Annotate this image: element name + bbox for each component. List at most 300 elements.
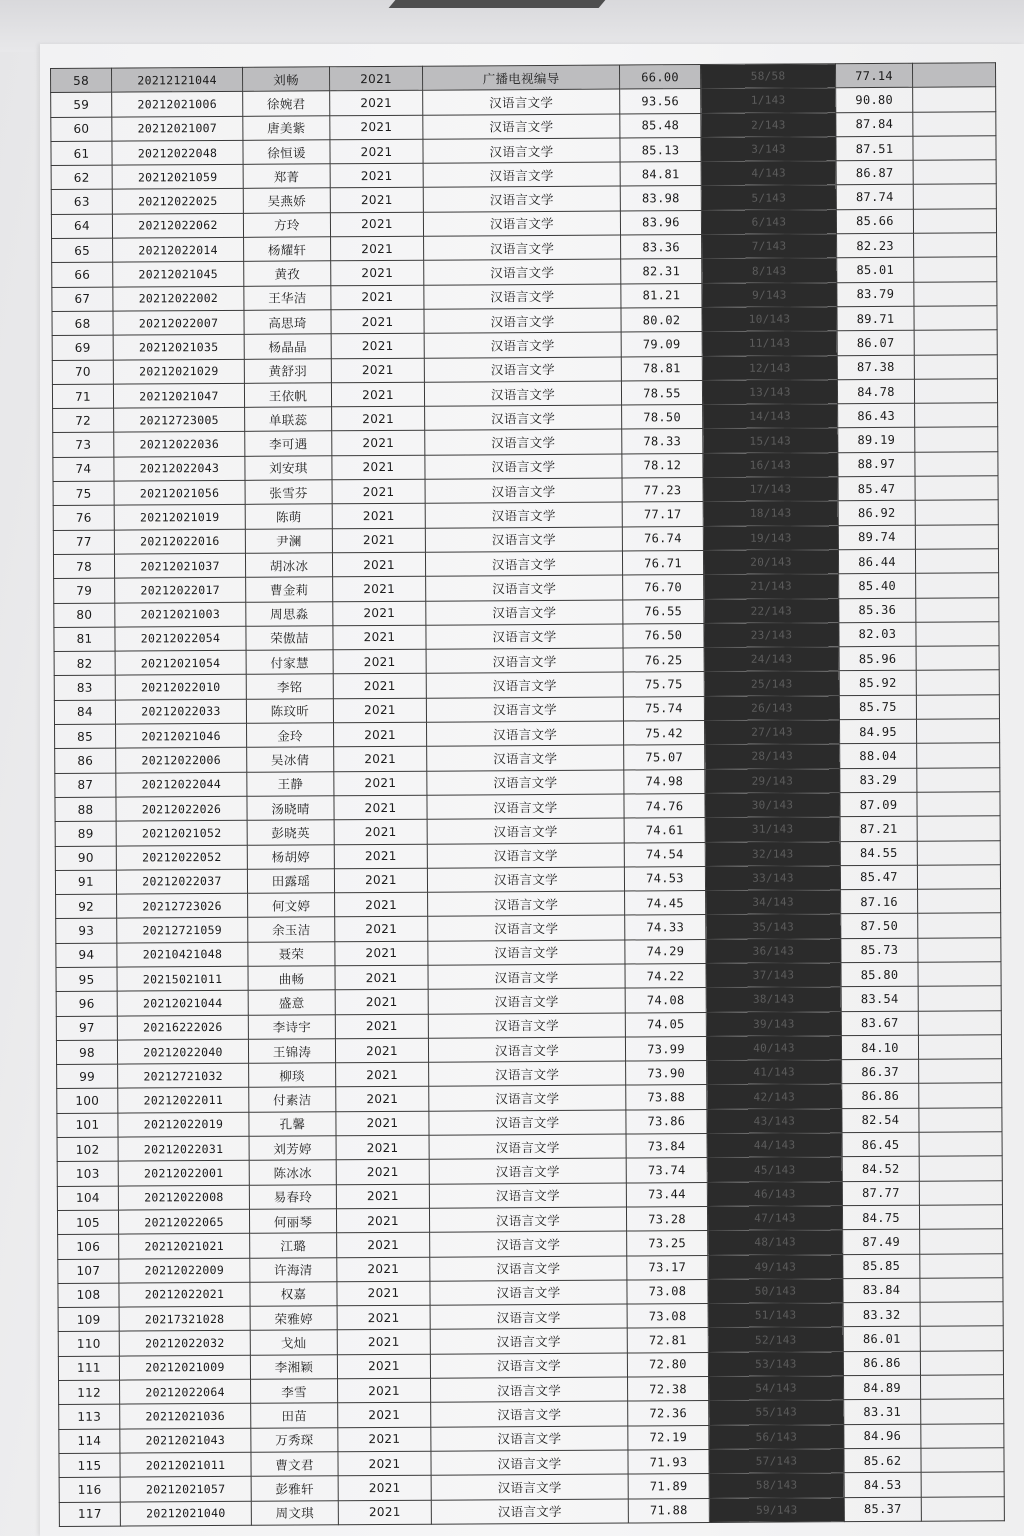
score-cell: 83.96 — [620, 210, 701, 235]
rank-cell: 43/143 — [707, 1108, 842, 1133]
rank-cell: 30/143 — [705, 793, 840, 818]
grade-year-cell: 2021 — [333, 576, 426, 601]
student-id-cell: 20212021036 — [120, 1404, 251, 1429]
empty-cell — [914, 257, 997, 282]
student-id-cell: 20212022021 — [119, 1282, 250, 1307]
major-cell: 汉语言文学 — [423, 162, 620, 187]
rank-cell: 16/143 — [703, 452, 838, 477]
major-cell: 汉语言文学 — [425, 502, 622, 527]
final-score-cell: 86.37 — [842, 1059, 919, 1084]
student-name-cell: 李雪 — [251, 1379, 338, 1404]
student-name-cell: 王依帆 — [244, 383, 331, 408]
student-id-cell: 20212021046 — [116, 723, 247, 748]
grade-year-cell: 2021 — [335, 892, 428, 917]
grade-year-cell: 2021 — [338, 1403, 431, 1428]
row-number-cell: 75 — [53, 481, 114, 506]
rank-cell: 58/143 — [709, 1473, 844, 1498]
student-id-cell: 20212723005 — [114, 407, 245, 432]
rank-cell: 44/143 — [707, 1133, 842, 1158]
major-cell: 汉语言文学 — [428, 964, 625, 989]
score-cell: 75.07 — [624, 745, 705, 770]
final-score-cell: 85.40 — [839, 573, 916, 598]
rank-cell: 24/143 — [704, 647, 839, 672]
major-cell: 汉语言文学 — [424, 357, 621, 382]
rank-cell: 25/143 — [704, 671, 839, 696]
row-number-cell: 79 — [54, 578, 115, 603]
score-cell: 74.53 — [624, 866, 705, 891]
student-name-cell: 方玲 — [243, 213, 330, 238]
final-score-cell: 83.32 — [843, 1302, 920, 1327]
rank-cell: 38/143 — [706, 987, 841, 1012]
final-score-cell: 77.14 — [835, 63, 912, 88]
score-cell: 73.84 — [626, 1134, 707, 1159]
row-number-cell: 114 — [59, 1429, 120, 1454]
grade-year-cell: 2021 — [332, 552, 425, 577]
empty-cell — [917, 840, 1000, 865]
grade-year-cell: 2021 — [334, 722, 427, 747]
final-score-cell: 84.89 — [844, 1375, 921, 1400]
grade-year-cell: 2021 — [336, 1184, 429, 1209]
row-number-cell: 84 — [54, 700, 115, 725]
final-score-cell: 86.92 — [838, 501, 915, 526]
grade-year-cell: 2021 — [337, 1354, 430, 1379]
score-cell: 78.12 — [622, 453, 703, 478]
final-score-cell: 82.03 — [839, 622, 916, 647]
grade-year-cell: 2021 — [334, 771, 427, 796]
empty-cell — [920, 1326, 1003, 1351]
rank-cell: 14/143 — [703, 404, 838, 429]
score-cell: 78.55 — [621, 380, 702, 405]
score-cell: 74.29 — [625, 939, 706, 964]
row-number-cell: 90 — [55, 846, 116, 871]
student-id-cell: 20212021009 — [119, 1355, 250, 1380]
rank-cell: 42/143 — [707, 1084, 842, 1109]
empty-cell — [918, 913, 1001, 938]
student-id-cell: 20212121044 — [112, 67, 243, 92]
rank-cell: 45/143 — [707, 1157, 842, 1182]
major-cell: 汉语言文学 — [424, 259, 621, 284]
row-number-cell: 85 — [55, 724, 116, 749]
major-cell: 汉语言文学 — [429, 1061, 626, 1086]
student-name-cell: 尹澜 — [245, 528, 332, 553]
grade-year-cell: 2021 — [334, 868, 427, 893]
student-id-cell: 20212021052 — [116, 821, 247, 846]
paper-fold-mark — [389, 0, 606, 8]
grade-year-cell: 2021 — [330, 188, 423, 213]
student-id-cell: 20212022014 — [113, 237, 244, 262]
score-cell: 74.98 — [624, 769, 705, 794]
major-cell: 汉语言文学 — [425, 551, 622, 576]
empty-cell — [913, 87, 996, 112]
row-number-cell: 115 — [59, 1453, 120, 1478]
grade-year-cell: 2021 — [333, 625, 426, 650]
grades-table-body — [51, 63, 1005, 1527]
major-cell: 汉语言文学 — [425, 478, 622, 503]
student-name-cell: 曹文君 — [251, 1452, 338, 1477]
student-id-cell: 20212022048 — [112, 140, 243, 165]
final-score-cell: 90.80 — [836, 88, 913, 113]
rank-cell: 5/143 — [701, 185, 836, 210]
score-cell: 75.75 — [623, 672, 704, 697]
student-name-cell: 唐美紫 — [243, 115, 330, 140]
score-cell: 76.74 — [622, 526, 703, 551]
student-id-cell: 20212022064 — [120, 1379, 251, 1404]
empty-cell — [916, 597, 999, 622]
score-cell: 81.21 — [621, 283, 702, 308]
grade-year-cell: 2021 — [331, 236, 424, 261]
major-cell: 汉语言文学 — [429, 1110, 626, 1135]
score-cell: 73.08 — [627, 1304, 708, 1329]
score-cell: 66.00 — [619, 65, 700, 90]
score-cell: 73.88 — [626, 1085, 707, 1110]
empty-cell — [912, 63, 995, 88]
score-cell: 73.74 — [626, 1158, 707, 1183]
final-score-cell: 83.79 — [837, 282, 914, 307]
empty-cell — [919, 1107, 1002, 1132]
major-cell: 汉语言文学 — [431, 1499, 628, 1524]
student-id-cell: 20212021006 — [112, 92, 243, 117]
student-id-cell: 20212022017 — [115, 578, 246, 603]
score-cell: 76.71 — [622, 550, 703, 575]
grade-year-cell: 2021 — [331, 261, 424, 286]
major-cell: 汉语言文学 — [427, 721, 624, 746]
score-cell: 74.08 — [625, 988, 706, 1013]
major-cell: 汉语言文学 — [428, 915, 625, 940]
student-name-cell: 高思琦 — [244, 310, 331, 335]
row-number-cell: 87 — [55, 773, 116, 798]
row-number-cell: 98 — [56, 1040, 117, 1065]
student-id-cell: 20212022043 — [114, 456, 245, 481]
row-number-cell: 96 — [56, 991, 117, 1016]
final-score-cell: 89.19 — [838, 428, 915, 453]
score-cell: 73.28 — [626, 1206, 707, 1231]
rank-cell: 54/143 — [709, 1376, 844, 1401]
grade-year-cell: 2021 — [336, 1111, 429, 1136]
final-score-cell: 86.86 — [842, 1084, 919, 1109]
score-cell: 73.25 — [627, 1231, 708, 1256]
empty-cell — [919, 1205, 1002, 1230]
row-number-cell: 93 — [56, 918, 117, 943]
grade-year-cell: 2021 — [332, 455, 425, 480]
empty-cell — [913, 209, 996, 234]
major-cell: 汉语言文学 — [429, 1134, 626, 1159]
final-score-cell: 84.95 — [839, 719, 916, 744]
score-cell: 71.89 — [628, 1474, 709, 1499]
major-cell: 汉语言文学 — [426, 672, 623, 697]
student-id-cell: 20212022036 — [114, 432, 245, 457]
major-cell: 汉语言文学 — [426, 600, 623, 625]
row-number-cell: 59 — [51, 92, 112, 117]
major-cell: 汉语言文学 — [425, 429, 622, 454]
student-name-cell: 许海清 — [250, 1257, 337, 1282]
major-cell: 广播电视编导 — [422, 65, 619, 90]
student-id-cell: 20212022033 — [115, 699, 246, 724]
score-cell: 76.50 — [623, 623, 704, 648]
empty-cell — [918, 937, 1001, 962]
student-id-cell: 20212021007 — [112, 116, 243, 141]
empty-cell — [920, 1278, 1003, 1303]
grade-year-cell: 2021 — [334, 819, 427, 844]
row-number-cell: 105 — [57, 1210, 118, 1235]
row-number-cell: 103 — [57, 1161, 118, 1186]
rank-cell: 41/143 — [707, 1060, 842, 1085]
row-number-cell: 66 — [52, 262, 113, 287]
student-name-cell: 荣雅婷 — [250, 1306, 337, 1331]
student-name-cell: 徐婉君 — [243, 91, 330, 116]
grade-year-cell: 2021 — [337, 1305, 430, 1330]
final-score-cell: 85.62 — [844, 1448, 921, 1473]
student-name-cell: 李诗宇 — [248, 1014, 335, 1039]
empty-cell — [916, 646, 999, 671]
empty-cell — [920, 1253, 1003, 1278]
rank-cell: 18/143 — [703, 501, 838, 526]
rank-cell: 2/143 — [701, 112, 836, 137]
empty-cell — [915, 524, 998, 549]
student-id-cell: 20212021003 — [115, 602, 246, 627]
final-score-cell: 86.01 — [843, 1327, 920, 1352]
row-number-cell: 116 — [59, 1477, 120, 1502]
rank-cell: 12/143 — [702, 355, 837, 380]
final-score-cell: 87.77 — [842, 1181, 919, 1206]
empty-cell — [913, 184, 996, 209]
score-cell: 84.81 — [620, 162, 701, 187]
score-cell: 74.45 — [625, 891, 706, 916]
empty-cell — [918, 986, 1001, 1011]
major-cell: 汉语言文学 — [425, 454, 622, 479]
row-number-cell: 63 — [51, 190, 112, 215]
student-name-cell: 王静 — [247, 771, 334, 796]
grade-year-cell: 2021 — [329, 66, 422, 91]
row-number-cell: 94 — [56, 943, 117, 968]
student-name-cell: 吴燕娇 — [243, 188, 330, 213]
student-id-cell: 20217321028 — [119, 1306, 250, 1331]
score-cell: 78.81 — [621, 356, 702, 381]
empty-cell — [914, 354, 997, 379]
empty-cell — [915, 427, 998, 452]
rank-cell: 34/143 — [706, 890, 841, 915]
student-id-cell: 20212723026 — [117, 893, 248, 918]
rank-cell: 37/143 — [706, 963, 841, 988]
row-number-cell: 91 — [55, 870, 116, 895]
student-name-cell: 黄孜 — [244, 261, 331, 286]
student-id-cell: 20212022008 — [118, 1185, 249, 1210]
major-cell: 汉语言文学 — [431, 1474, 628, 1499]
major-cell: 汉语言文学 — [429, 1207, 626, 1232]
student-name-cell: 胡冰冰 — [245, 553, 332, 578]
grade-year-cell: 2021 — [336, 1062, 429, 1087]
grade-year-cell: 2021 — [336, 1208, 429, 1233]
score-cell: 75.74 — [623, 696, 704, 721]
rank-cell: 28/143 — [705, 744, 840, 769]
student-name-cell: 刘畅 — [242, 67, 329, 92]
empty-cell — [919, 1156, 1002, 1181]
final-score-cell: 87.51 — [836, 136, 913, 161]
major-cell: 汉语言文学 — [424, 308, 621, 333]
grade-year-cell: 2021 — [334, 844, 427, 869]
final-score-cell: 85.73 — [841, 938, 918, 963]
student-id-cell: 20212021045 — [113, 262, 244, 287]
major-cell: 汉语言文学 — [427, 818, 624, 843]
student-id-cell: 20212022062 — [112, 213, 243, 238]
empty-cell — [917, 767, 1000, 792]
row-number-cell: 82 — [54, 651, 115, 676]
row-number-cell: 112 — [59, 1380, 120, 1405]
row-number-cell: 92 — [56, 894, 117, 919]
rank-cell: 48/143 — [708, 1230, 843, 1255]
final-score-cell: 85.75 — [839, 695, 916, 720]
score-cell: 72.80 — [627, 1352, 708, 1377]
final-score-cell: 85.47 — [838, 476, 915, 501]
rank-cell: 36/143 — [706, 938, 841, 963]
major-cell: 汉语言文学 — [426, 697, 623, 722]
student-id-cell: 20212021040 — [120, 1501, 251, 1526]
row-number-cell: 97 — [56, 1016, 117, 1041]
student-name-cell: 曲畅 — [248, 966, 335, 991]
empty-cell — [917, 792, 1000, 817]
major-cell: 汉语言文学 — [430, 1328, 627, 1353]
empty-cell — [917, 865, 1000, 890]
student-id-cell: 20212021059 — [112, 165, 243, 190]
grade-year-cell: 2021 — [334, 795, 427, 820]
final-score-cell: 88.04 — [840, 744, 917, 769]
final-score-cell: 86.43 — [838, 403, 915, 428]
rank-cell: 32/143 — [705, 841, 840, 866]
student-name-cell: 田露瑶 — [247, 869, 334, 894]
student-id-cell: 20212022009 — [119, 1258, 250, 1283]
student-id-cell: 20212022065 — [118, 1209, 249, 1234]
score-cell: 73.44 — [626, 1182, 707, 1207]
student-name-cell: 盛意 — [248, 990, 335, 1015]
rank-cell: 50/143 — [708, 1279, 843, 1304]
final-score-cell: 86.45 — [842, 1132, 919, 1157]
student-name-cell: 孔馨 — [249, 1112, 336, 1137]
grade-year-cell: 2021 — [335, 941, 428, 966]
major-cell: 汉语言文学 — [431, 1426, 628, 1451]
student-id-cell: 20212021047 — [113, 383, 244, 408]
grade-year-cell: 2021 — [330, 163, 423, 188]
score-cell: 93.56 — [620, 89, 701, 114]
row-number-cell: 61 — [51, 141, 112, 166]
major-cell: 汉语言文学 — [425, 527, 622, 552]
student-id-cell: 20212021019 — [114, 505, 245, 530]
grade-year-cell: 2021 — [338, 1427, 431, 1452]
student-id-cell: 20212022026 — [116, 796, 247, 821]
grade-year-cell: 2021 — [337, 1330, 430, 1355]
grade-year-cell: 2021 — [331, 333, 424, 358]
student-id-cell: 20212022006 — [116, 748, 247, 773]
rank-cell: 35/143 — [706, 914, 841, 939]
student-name-cell: 周思淼 — [246, 601, 333, 626]
empty-cell — [913, 160, 996, 185]
final-score-cell: 86.86 — [843, 1351, 920, 1376]
grade-year-cell: 2021 — [336, 1160, 429, 1185]
score-cell: 71.88 — [628, 1498, 709, 1523]
empty-cell — [921, 1375, 1004, 1400]
student-name-cell: 聂荣 — [248, 941, 335, 966]
score-cell: 71.93 — [628, 1449, 709, 1474]
score-cell: 83.98 — [620, 186, 701, 211]
row-number-cell: 76 — [53, 505, 114, 530]
grade-year-cell: 2021 — [330, 115, 423, 140]
rank-cell: 4/143 — [701, 161, 836, 186]
empty-cell — [921, 1448, 1004, 1473]
score-cell: 74.33 — [625, 915, 706, 940]
major-cell: 汉语言文学 — [424, 235, 621, 260]
score-cell: 75.42 — [623, 721, 704, 746]
rank-cell: 19/143 — [703, 525, 838, 550]
final-score-cell: 87.49 — [843, 1229, 920, 1254]
student-name-cell: 江璐 — [250, 1233, 337, 1258]
empty-cell — [918, 889, 1001, 914]
major-cell: 汉语言文学 — [428, 940, 625, 965]
score-cell: 77.17 — [622, 502, 703, 527]
grade-year-cell: 2021 — [333, 649, 426, 674]
student-name-cell: 李铭 — [246, 674, 333, 699]
student-id-cell: 20212022016 — [114, 529, 245, 554]
grade-year-cell: 2021 — [330, 139, 423, 164]
student-name-cell: 杨胡婷 — [247, 844, 334, 869]
empty-cell — [917, 816, 1000, 841]
final-score-cell: 85.80 — [841, 962, 918, 987]
rank-cell: 21/143 — [704, 574, 839, 599]
row-number-cell: 78 — [53, 554, 114, 579]
student-id-cell: 20212021054 — [115, 650, 246, 675]
row-number-cell: 101 — [57, 1113, 118, 1138]
major-cell: 汉语言文学 — [430, 1231, 627, 1256]
row-number-cell: 73 — [53, 433, 114, 458]
empty-cell — [918, 962, 1001, 987]
rank-cell: 22/143 — [704, 598, 839, 623]
row-number-cell: 60 — [51, 117, 112, 142]
grade-year-cell: 2021 — [330, 91, 423, 116]
rank-cell: 33/143 — [705, 865, 840, 890]
grade-year-cell: 2021 — [331, 285, 424, 310]
student-name-cell: 刘安琪 — [245, 456, 332, 481]
student-name-cell: 刘芳婷 — [249, 1136, 336, 1161]
major-cell: 汉语言文学 — [423, 138, 620, 163]
student-id-cell: 20212022002 — [113, 286, 244, 311]
rank-cell: 11/143 — [702, 331, 837, 356]
student-name-cell: 黄舒羽 — [244, 358, 331, 383]
grade-year-cell: 2021 — [335, 965, 428, 990]
row-number-cell: 64 — [51, 214, 112, 239]
final-score-cell: 82.54 — [842, 1108, 919, 1133]
final-score-cell: 87.84 — [836, 112, 913, 137]
row-number-cell: 117 — [59, 1502, 120, 1527]
final-score-cell: 84.55 — [840, 841, 917, 866]
student-id-cell: 20212022032 — [119, 1331, 250, 1356]
row-number-cell: 81 — [54, 627, 115, 652]
rank-cell: 27/143 — [704, 720, 839, 745]
empty-cell — [916, 694, 999, 719]
grade-year-cell: 2021 — [333, 601, 426, 626]
score-cell: 77.23 — [622, 478, 703, 503]
score-cell: 82.31 — [621, 259, 702, 284]
rank-cell: 51/143 — [708, 1303, 843, 1328]
student-id-cell: 20212021037 — [114, 553, 245, 578]
empty-cell — [918, 1035, 1001, 1060]
student-name-cell: 付家慧 — [246, 650, 333, 675]
student-id-cell: 20212022019 — [118, 1112, 249, 1137]
empty-cell — [916, 670, 999, 695]
final-score-cell: 87.21 — [840, 816, 917, 841]
row-number-cell: 113 — [59, 1404, 120, 1429]
empty-cell — [915, 451, 998, 476]
major-cell: 汉语言文学 — [429, 1085, 626, 1110]
major-cell: 汉语言文学 — [429, 1158, 626, 1183]
rank-cell: 59/143 — [709, 1497, 844, 1522]
grade-year-cell: 2021 — [337, 1281, 430, 1306]
